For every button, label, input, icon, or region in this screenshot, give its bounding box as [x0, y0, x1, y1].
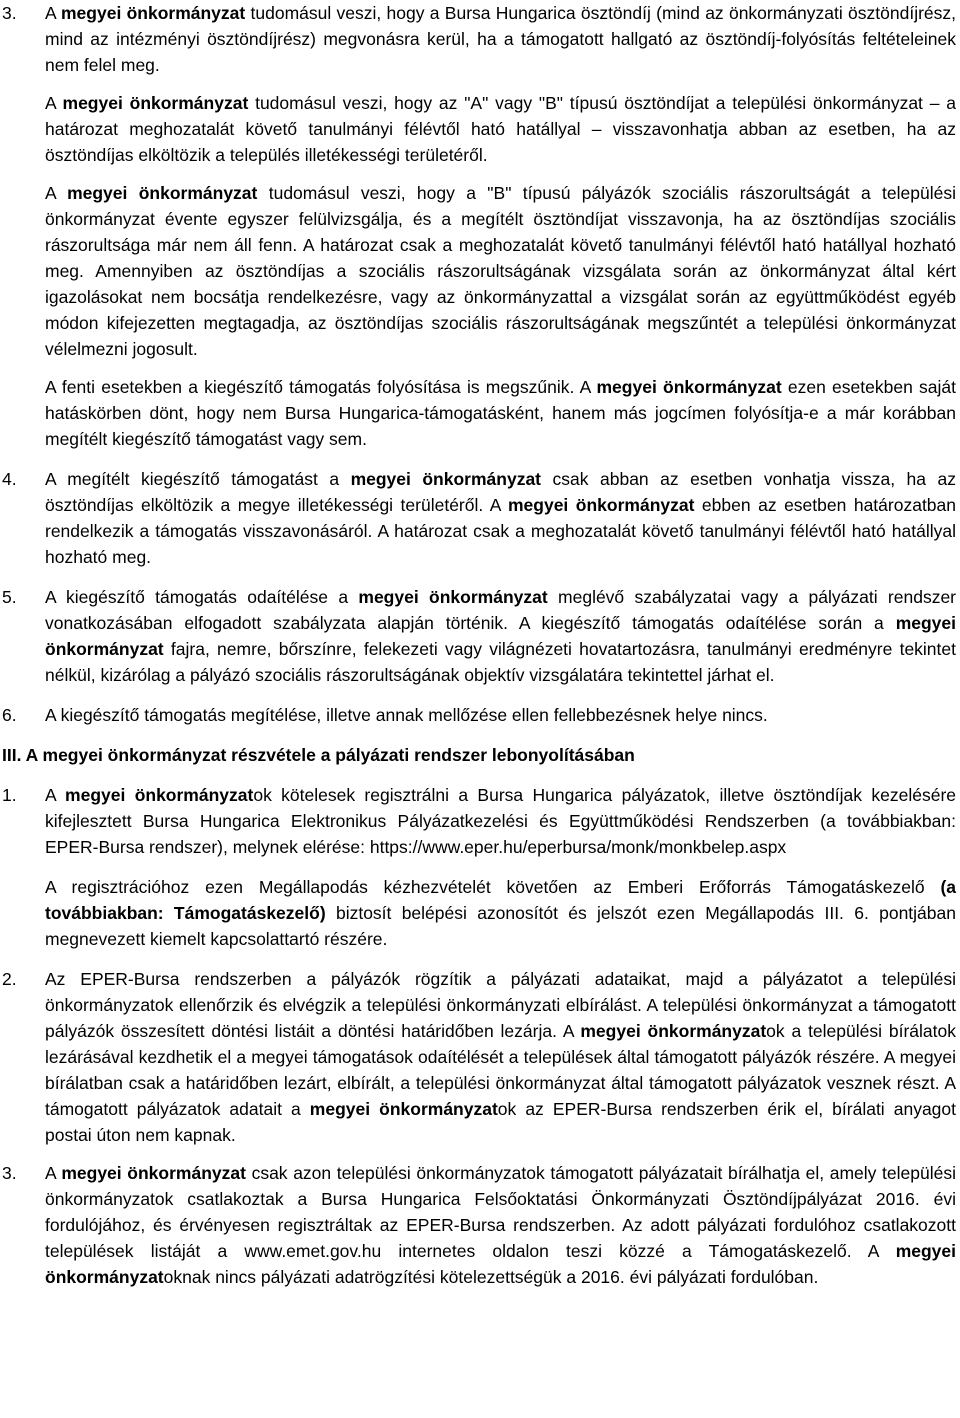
- item-number: 2.: [2, 969, 17, 989]
- bold-term: megyei önkormányzat: [45, 613, 956, 659]
- section-list-item-1: [0, 782, 956, 952]
- list-item-3: [0, 0, 956, 452]
- bold-term: megyei önkormányzat: [61, 3, 246, 23]
- item-body: [45, 966, 956, 1148]
- paragraph: A kiegészítő támogatás odaítélése a megyei önkormányzat meglévő szabályzatai vagy a pályázati rendszer vonatkozásában elfogadott szabályzata alapján történik. A kiegészítő támogatás odaítélése során a megyei önkormányzat fajra, nemre, bőrszínre, felekezeti vagy világnézeti hovatartozásra, tanulmányi eredményre tekintet nélkül, kizárólag a pályázó szociális rászorultságának objektív vizsgálatára tekintettel járhat el.: [45, 587, 957, 685]
- bold-term: megyei önkormányzat: [350, 469, 542, 489]
- item-number: 4.: [2, 469, 17, 489]
- paragraph: A megítélt kiegészítő támogatást a megyei önkormányzat csak abban az esetben vonhatja vissza, ha az ösztöndíjas elköltözik a megye illetékességi területéről. A megyei önkormányzat ebben az esetben határozatban rendelkezik a támogatás visszavonásáról. A határozat csak a meghozatalát követő tanulmányi félévtől ható hatállyal hozható meg.: [45, 469, 957, 567]
- paragraph: A megyei önkormányzat tudomásul veszi, hogy a Bursa Hungarica ösztöndíj (mind az önkormányzati ösztöndíjrész, mind az intézményi ösztöndíjrész) megvonásra kerül, ha a támogatott hallgató az ösztöndíj-folyósítás feltételeinek nem felel meg.: [45, 3, 957, 75]
- item-body: [45, 0, 956, 452]
- section-list-item-2: [0, 966, 956, 1148]
- bold-term: megyei önkormányzat: [596, 377, 782, 397]
- item-number: 5.: [2, 587, 17, 607]
- bold-term: megyei önkormányzat: [45, 1241, 956, 1287]
- bold-term: megyei önkormányzat: [309, 1099, 498, 1119]
- paragraph: A megyei önkormányzatok kötelesek regisztrálni a Bursa Hungarica pályázatok, illetve ösztöndíjak kezelésére kifejlesztett Bursa Hungarica Elektronikus Pályázatkezelési és Együttműködési Rendszerben (a továbbiakban: EPER-Bursa rendszer), melynek elérése: https://www.eper.hu/eperbursa/monk/monkbelep.aspx: [45, 785, 957, 857]
- bold-term: (a továbbiakban: Támogatáskezelő): [45, 877, 956, 923]
- bold-term: megyei önkormányzat: [65, 785, 254, 805]
- paragraph: Az EPER-Bursa rendszerben a pályázók rögzítik a pályázati adataikat, majd a pályázatot a települési önkormányzatok ellenőrzik és elvégzik a települési önkormányzati elbírálást. A települési önkormányzat a támogatott pályázók összesített döntési listáit a döntési határidőben lezárja. A megyei önkormányzatok a települési bírálatok lezárásával kezdhetik el a megyei támogatások odaítélését a települések által támogatott pályázók részére. A megyei bírálatban csak a határidőben lezárt, elbírált, a települési önkormányzat által támogatott pályázatok vesznek részt. A támogatott pályázatok adatait a megyei önkormányzatok az EPER-Bursa rendszerben érik el, bírálati anyagot postai úton nem kapnak.: [45, 969, 957, 1145]
- item-number: 6.: [2, 705, 17, 725]
- item-body: [45, 466, 956, 570]
- list-item-5: [0, 584, 956, 688]
- paragraph: A fenti esetekben a kiegészítő támogatás folyósítása is megszűnik. A megyei önkormányzat ezen esetekben saját hatáskörben dönt, hogy nem Bursa Hungarica-támogatásként, hanem más jogcímen folyósítja-e a már korábban megítélt kiegészítő támogatást vagy sem.: [45, 377, 956, 449]
- bold-term: megyei önkormányzat: [507, 495, 695, 515]
- item-number: 3.: [2, 1163, 17, 1183]
- section-heading: III. A megyei önkormányzat részvétele a pályázati rendszer lebonyolításában: [2, 745, 635, 765]
- bold-term: megyei önkormányzat: [62, 93, 249, 113]
- bold-term: megyei önkormányzat: [67, 183, 258, 203]
- paragraph: A regisztrációhoz ezen Megállapodás kézhezvételét követően az Emberi Erőforrás Támogatáskezelő (a továbbiakban: Támogatáskezelő) biztosít belépési azonosítót és jelszót ezen Megállapodás III. 6. pontjában megnevezett kiemelt kapcsolattartó részére.: [45, 877, 956, 949]
- section-list-item-3: [0, 1160, 956, 1290]
- bold-term: megyei önkormányzat: [358, 587, 548, 607]
- list-item-4: [0, 466, 956, 570]
- item-number: 1.: [2, 785, 17, 805]
- list-item-6: [0, 702, 956, 728]
- paragraph: A megyei önkormányzat tudomásul veszi, hogy az "A" vagy "B" típusú ösztöndíjat a települési önkormányzat – a határozat meghozatalát követő tanulmányi félévtől ható hatállyal – visszavonhatja abban az esetben, ha az ösztöndíjas elköltözik a település illetékességi területéről.: [45, 93, 956, 165]
- item-body: [45, 1160, 956, 1290]
- paragraph: A kiegészítő támogatás megítélése, illetve annak mellőzése ellen fellebbezésnek helye nincs.: [45, 705, 768, 725]
- bold-term: megyei önkormányzat: [580, 1021, 767, 1041]
- paragraph: A megyei önkormányzat tudomásul veszi, hogy a "B" típusú pályázók szociális rászorultságát a települési önkormányzat évente egyszer felülvizsgálja, és a megítélt ösztöndíjat visszavonja, ha az ösztöndíjas szociális rászorultsága már nem áll fenn. A határozat csak a meghozatalát követő tanulmányi félévtől ható hatállyal hozható meg. Amennyiben az ösztöndíjas a szociális rászorultságának vizsgálata során az önkormányzat által kért igazolásokat nem bocsátja rendelkezésre, vagy az önkormányzattal a vizsgálat során az együttműködést egyéb módon kifejezetten megtagadja, az ösztöndíjas szociális rászorultságának megszűntét a települési önkormányzat vélelmezni jogosult.: [45, 183, 956, 359]
- item-body: [45, 584, 956, 688]
- bold-term: megyei önkormányzat: [61, 1163, 246, 1183]
- paragraph: A megyei önkormányzat csak azon települési önkormányzatok támogatott pályázatait bírálhatja el, amely települési önkormányzatok csatlakoztak a Bursa Hungarica Felsőoktatási Önkormányzati Ösztöndíjpályázat 2016. évi fordulójához, és érvényesen regisztráltak az EPER-Bursa rendszerben. Az adott pályázati fordulóhoz csatlakozott települések listáját a www.emet.gov.hu internetes oldalon teszi közzé a Támogatáskezelő. A megyei önkormányzatoknak nincs pályázati adatrögzítési kötelezettségük a 2016. évi pályázati fordulóban.: [45, 1163, 956, 1287]
- item-body: [45, 702, 956, 728]
- item-number: 3.: [2, 3, 17, 23]
- item-body: [45, 782, 956, 952]
